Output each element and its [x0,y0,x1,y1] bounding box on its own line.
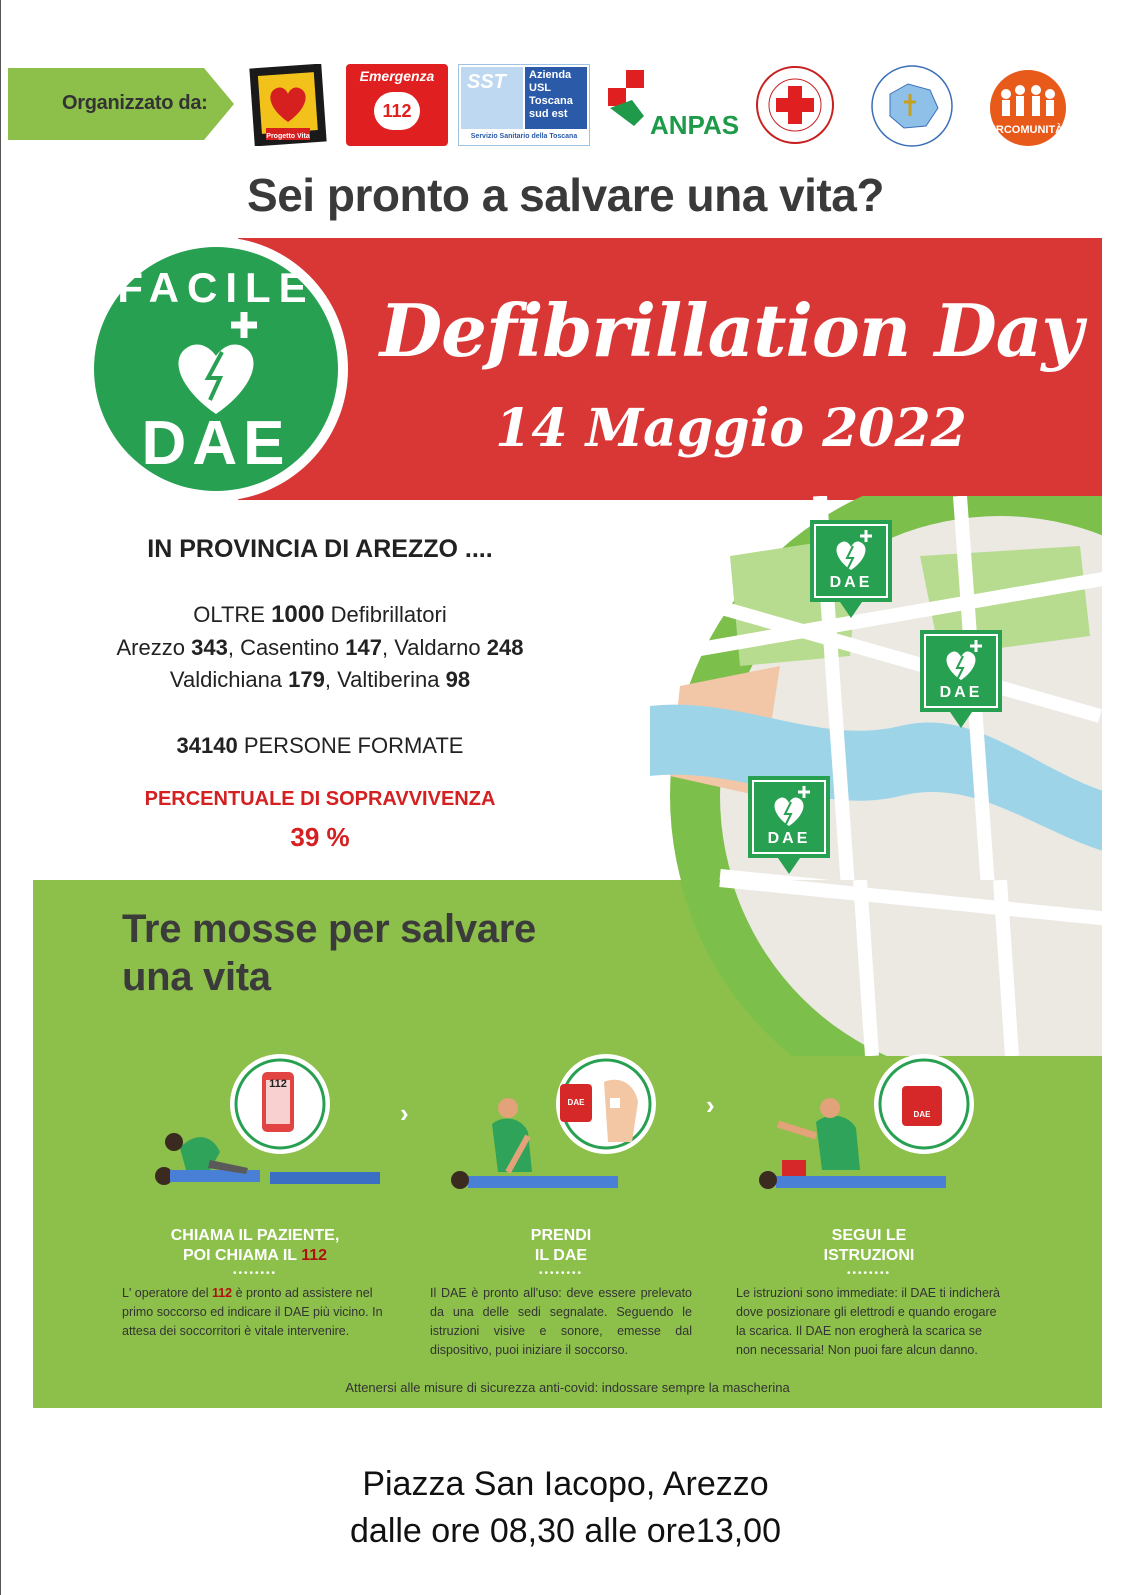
oltre-prefix: OLTRE [193,602,272,627]
steps-title-line1: Tre mosse per salvare [122,907,536,951]
usl-line4: sud est [529,108,568,120]
area-name: Valtiberina [337,667,440,692]
defibrillators-total [40,601,600,629]
emergenza-title: Emergenza [359,68,435,84]
covid-note: Attenersi alle misure di sicurezza anti-covid: indossare sempre la mascherina [345,1380,790,1395]
anpas-text: ANPAS [650,110,740,140]
event-place: Piazza San Iacopo, Arezzo [362,1465,769,1503]
dae-marker-label: DAE [939,684,983,701]
step1-title-line1: CHIAMA IL PAZIENTE, [170,1227,340,1244]
step-call-illustration [150,1052,390,1212]
emergenza-number: 112 [374,92,420,130]
banner-title: Defibrillation Day [379,288,1083,373]
misericordie-logo [860,64,964,146]
step3-dots: •••••••• [846,1268,891,1279]
ircomunita-logo [976,64,1080,146]
badge-top-text: FACILE [117,264,315,311]
step-follow-illustration [756,1052,996,1212]
headline: Sei pronto a salvare una vita? [247,169,884,221]
emergenza-112-logo [346,64,448,146]
dae-marker [810,520,892,625]
step1-body [122,1284,388,1341]
step1-body-pre: L' operatore del [122,1286,212,1300]
dae-marker-label: DAE [829,574,873,591]
oltre-suffix: Defibrillatori [324,602,447,627]
step-take-dae-illustration [448,1052,688,1212]
step1-title-number: 112 [301,1247,328,1264]
survival-label: PERCENTUALE DI SOPRAVVIVENZA [144,788,496,810]
step3-title-line1: SEGUI LE [831,1227,907,1244]
steps-title-line2: una vita [122,955,271,999]
trained-label: PERSONE FORMATE [237,733,464,758]
step3-title-line2: ISTRUZIONI [823,1247,915,1264]
area-name: Valdichiana [169,667,283,692]
step2-title-line1: PRENDI [530,1227,592,1244]
usl-toscana-logo [458,64,590,146]
usl-caption: Servizio Sanitario della Toscana [470,133,578,140]
facile-dae-badge [74,238,358,500]
phone-112-label: 112 [269,1078,287,1090]
area-value: 248 [486,635,524,660]
usl-line3: Toscana [529,95,573,107]
steps-title [122,905,536,1001]
dae-marker [920,630,1002,735]
area-name: Casentino [240,635,340,660]
dae-device-label: DAE [567,1098,585,1107]
step2-body: Il DAE è pronto all'uso: deve essere prelevato da una delle sedi segnalate. Seguendo le istruzioni visive e sonore, emesse dal dispositivo, puoi iniziare il soccorso. [430,1286,692,1357]
map-overlap [560,880,1102,1056]
oltre-number: 1000 [271,601,325,628]
dae-marker-label: DAE [767,830,811,847]
area-value: 147 [345,635,382,660]
step1-dots: •••••••• [232,1268,277,1279]
step1-title-line2: POI CHIAMA IL [182,1247,302,1264]
trained-people [40,733,600,759]
sst-text: SST [467,71,506,93]
trained-number: 34140 [176,733,238,758]
page-border [0,0,1,1595]
area-counts-line2: Valdichiana 179, Valtiberina 98 [169,667,471,692]
ircomunita-text: IRCOMUNITÀ [992,124,1064,136]
step2-dots: •••••••• [538,1268,583,1279]
step2-title [426,1226,696,1266]
stats-heading: IN PROVINCIA DI AREZZO .... [147,535,493,563]
step1-body-number: 112 [211,1286,233,1300]
croce-rossa-logo [754,64,836,146]
badge-bottom-text: DAE [141,409,291,478]
dae-marker [748,776,830,881]
area-name: Arezzo [116,635,185,660]
survival-value: 39 % [290,822,350,852]
step1-title [120,1226,390,1266]
progetto-vita-text: Progetto Vita [266,133,310,140]
usl-line2: USL [529,82,551,94]
banner-date: 14 Maggio 2022 [495,398,967,459]
area-value: 179 [288,667,325,692]
chevron-right-icon: › [706,1090,715,1120]
anpas-logo [604,64,752,146]
area-value: 98 [445,667,471,692]
step1-body-post: è pronto ad assistere nel primo soccorso ed indicare il DAE più vicino. In attesa dei soccorritori è vitale intervenire. [122,1286,383,1338]
step2-title-line2: IL DAE [534,1247,588,1264]
step3-title [734,1226,1004,1266]
area-name: Valdarno [394,635,481,660]
area-value: 343 [191,635,228,660]
organizer-label: Organizzato da: [62,92,208,114]
area-counts-line1: Arezzo 343, Casentino 147, Valdarno 248 [116,635,524,660]
dae-device-label: DAE [913,1110,931,1119]
progetto-vita-logo [248,64,328,146]
chevron-right-icon: › [400,1098,409,1128]
usl-line1: Azienda [529,69,572,81]
event-hours: dalle ore 08,30 alle ore13,00 [350,1512,781,1550]
step3-body: Le istruzioni sono immediate: il DAE ti indicherà dove posizionare gli elettrodi e quando erogare la scarica. Il DAE non erogherà la scarica se non necessaria! Non puoi fare alcun danno. [736,1286,1001,1357]
